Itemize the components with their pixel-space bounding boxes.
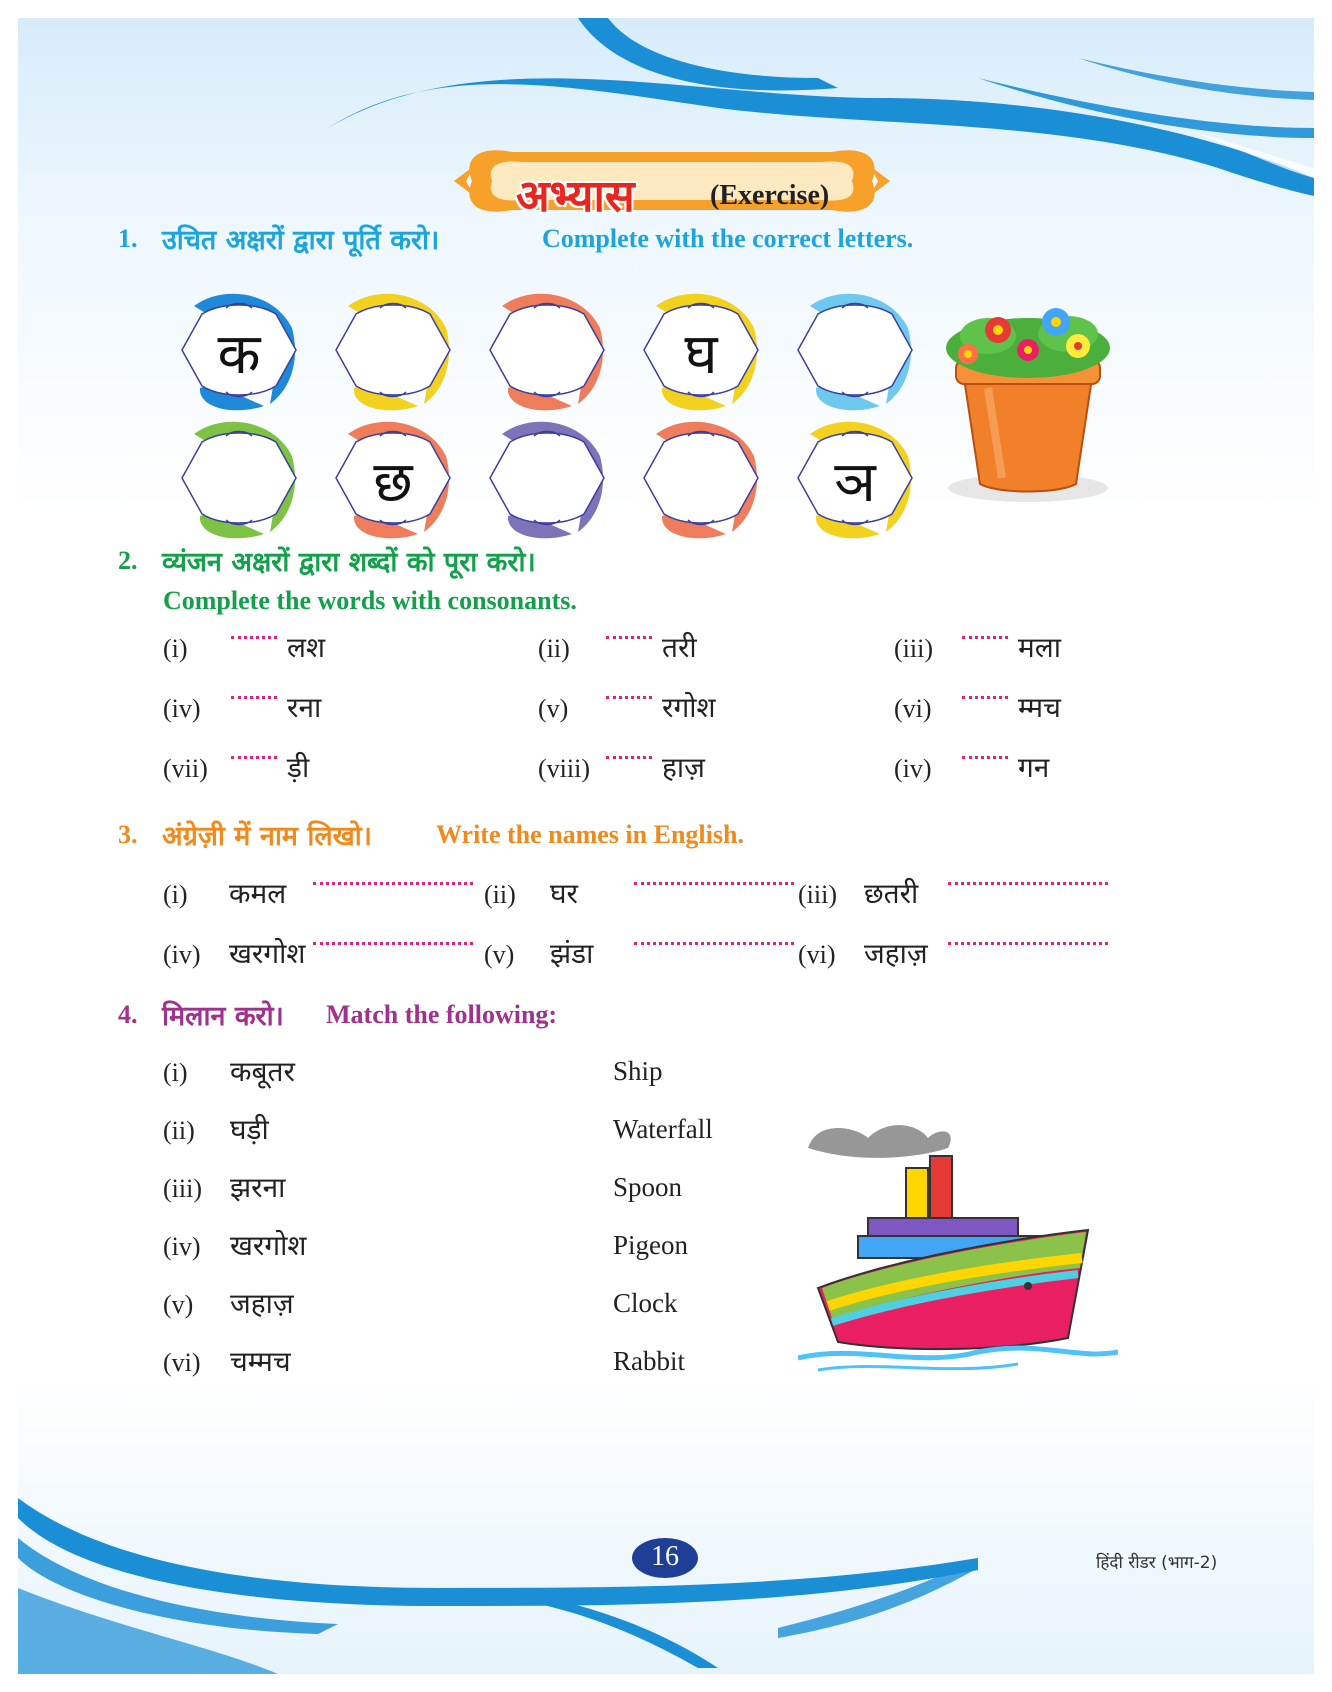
q4-item-number: (i)	[163, 1058, 188, 1087]
letter-flower[interactable]	[174, 416, 304, 546]
q2-item-word: रगोश	[662, 691, 716, 724]
q2-english-instruction: Complete the words with consonants.	[163, 586, 577, 615]
q3-item-word: घर	[550, 877, 579, 910]
q4-english-word[interactable]: Ship	[613, 1056, 663, 1086]
q1-english-instruction: Complete with the correct letters.	[542, 224, 914, 253]
letter-flower[interactable]	[636, 416, 766, 546]
q4-hindi-word[interactable]: कबूतर	[230, 1055, 295, 1088]
q2-item-word: हाज़	[662, 751, 705, 784]
q2-item-word: तरी	[662, 631, 697, 664]
q3-item-word: झंडा	[550, 937, 594, 970]
q2-item-word: म्मच	[1018, 691, 1061, 724]
q4-english-word[interactable]: Pigeon	[613, 1230, 689, 1260]
q2-blank[interactable]	[962, 756, 1008, 759]
q4-english-word[interactable]: Spoon	[613, 1172, 683, 1202]
q1-number: 1.	[118, 224, 138, 253]
q2-item-number: (v)	[538, 694, 569, 723]
q3-answer-blank[interactable]	[948, 942, 1108, 945]
q3-answer-blank[interactable]	[634, 882, 794, 885]
title-english: (Exercise)	[710, 180, 830, 211]
q3-item-word: खरगोश	[229, 937, 306, 970]
letter-flower[interactable]	[482, 416, 612, 546]
q4-number: 4.	[118, 1000, 138, 1029]
q4-item-number: (iv)	[163, 1232, 201, 1261]
q3-english-instruction: Write the names in English.	[436, 820, 744, 849]
q3-answer-blank[interactable]	[313, 942, 473, 945]
q4-hindi-instruction: मिलान करो।	[162, 1001, 284, 1032]
q2-item-number: (iv)	[894, 754, 932, 783]
q3-item-number: (v)	[484, 940, 515, 969]
q2-hindi-instruction: व्यंजन अक्षरों द्वारा शब्दों को पूरा करो।	[162, 547, 536, 578]
q3-item-number: (vi)	[798, 940, 836, 969]
q3-item-word: छतरी	[864, 877, 919, 910]
title-hindi: अभ्यास	[516, 171, 635, 222]
q2-item-word: मला	[1018, 631, 1061, 664]
letter-flower[interactable]	[790, 288, 920, 418]
q1-hindi-instruction: उचित अक्षरों द्वारा पूर्ति करो।	[162, 225, 440, 256]
q4-english-instruction: Match the following:	[326, 1000, 558, 1029]
q2-blank[interactable]	[231, 636, 277, 639]
q2-item-word: ड़ी	[287, 751, 310, 784]
q2-blank[interactable]	[962, 636, 1008, 639]
q3-item-number: (iv)	[163, 940, 201, 969]
q4-item-number: (v)	[163, 1290, 194, 1319]
q3-number: 3.	[118, 820, 138, 849]
flower-letter: ञ	[834, 450, 876, 515]
flower-pot-illustration	[928, 288, 1128, 518]
ship-illustration	[798, 1108, 1118, 1378]
q2-item-number: (ii)	[538, 634, 570, 663]
q2-item-number: (iv)	[163, 694, 201, 723]
letter-flower[interactable]	[482, 288, 612, 418]
q4-hindi-word[interactable]: चम्मच	[230, 1345, 291, 1378]
q3-item-number: (iii)	[798, 880, 837, 909]
flower-letter: घ	[684, 322, 718, 387]
q4-hindi-word[interactable]: झरना	[230, 1171, 286, 1204]
q4-item-number: (ii)	[163, 1116, 195, 1145]
q4-hindi-word[interactable]: खरगोश	[230, 1229, 307, 1262]
q2-blank[interactable]	[606, 636, 652, 639]
q2-number: 2.	[118, 546, 138, 575]
q3-hindi-instruction: अंग्रेज़ी में नाम लिखो।	[162, 821, 372, 852]
q4-english-word[interactable]: Clock	[613, 1288, 678, 1318]
worksheet-page	[18, 18, 1314, 1674]
q2-blank[interactable]	[606, 696, 652, 699]
q2-blank[interactable]	[606, 756, 652, 759]
page-number: 16	[651, 1541, 679, 1572]
q3-answer-blank[interactable]	[948, 882, 1108, 885]
book-title: हिंदी रीडर (भाग-2)	[1096, 1553, 1218, 1573]
q3-item-word: कमल	[229, 877, 287, 910]
q2-item-word: रना	[287, 691, 322, 724]
q2-item-number: (viii)	[538, 754, 590, 783]
q2-item-number: (iii)	[894, 634, 933, 663]
q2-blank[interactable]	[231, 756, 277, 759]
q4-item-number: (vi)	[163, 1348, 201, 1377]
q3-item-number: (ii)	[484, 880, 516, 909]
q4-hindi-word[interactable]: घड़ी	[230, 1113, 269, 1146]
q2-item-word: लश	[287, 631, 326, 664]
q3-item-number: (i)	[163, 880, 188, 909]
q3-answer-blank[interactable]	[634, 942, 794, 945]
q4-english-word[interactable]: Waterfall	[613, 1114, 713, 1144]
q2-item-number: (vi)	[894, 694, 932, 723]
q4-hindi-word[interactable]: जहाज़	[230, 1287, 294, 1320]
flower-letter: छ	[373, 450, 413, 515]
q3-item-word: जहाज़	[864, 937, 928, 970]
q3-answer-blank[interactable]	[313, 882, 473, 885]
letter-flower[interactable]	[328, 288, 458, 418]
flower-letter: क	[217, 322, 261, 387]
q4-item-number: (iii)	[163, 1174, 202, 1203]
q2-blank[interactable]	[962, 696, 1008, 699]
q2-item-word: गन	[1018, 751, 1050, 784]
q2-item-number: (vii)	[163, 754, 208, 783]
q2-blank[interactable]	[231, 696, 277, 699]
q2-item-number: (i)	[163, 634, 188, 663]
q4-english-word[interactable]: Rabbit	[613, 1346, 685, 1376]
